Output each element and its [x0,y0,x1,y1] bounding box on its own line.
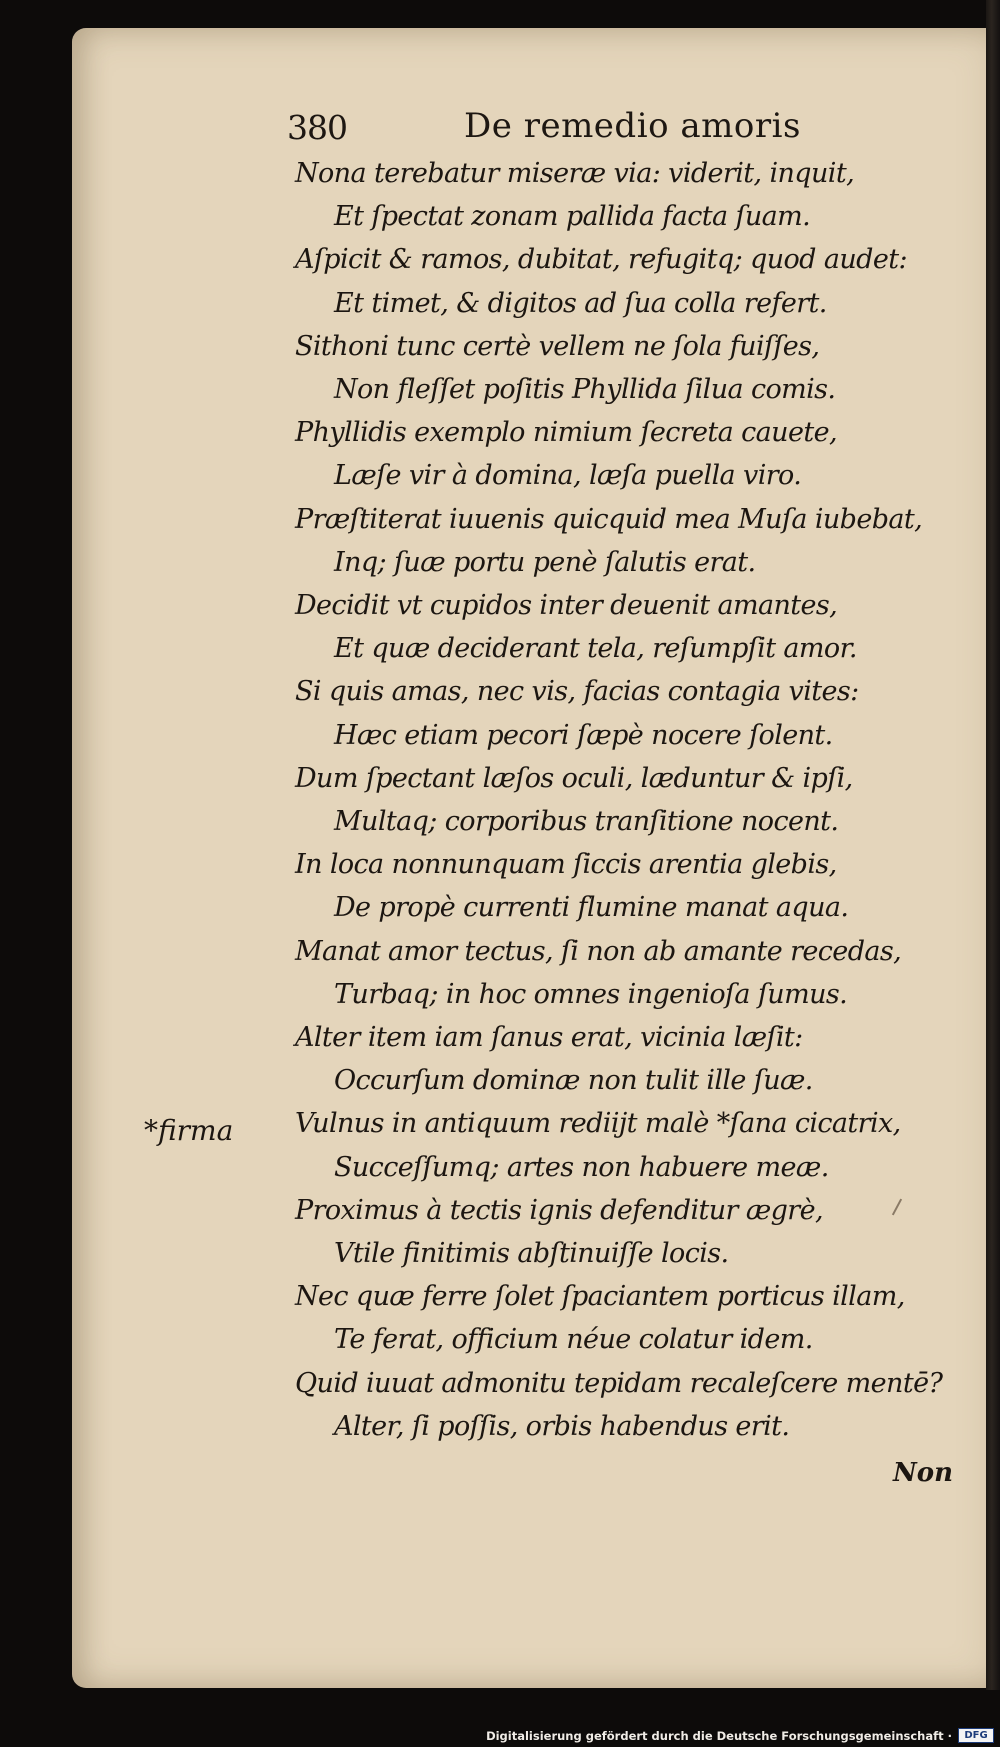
verse-line: Vulnus in antiquum rediijt malè *ſana cicatrix, [295,1108,901,1140]
verse-line: Nona terebatur miseræ via: viderit, inquit, [295,158,855,189]
verse-line: Proximus à tectis ignis defenditur ægrè, [295,1194,823,1226]
verse-line: Inq; ſuæ portu penè ſalutis erat. [334,546,756,578]
catchword: Non [893,1458,954,1488]
verse-line: Manat amor tectus, ſi non ab amante recedas, [295,935,902,967]
verse-line: Occurſum dominæ non tulit ille ſuæ. [334,1065,813,1097]
verse-line: Sithoni tunc certè vellem ne ſola fuiſſes, [295,330,820,362]
verse-line: In loca nonnunquam ſiccis arentia glebis, [295,849,837,881]
verse-line: Multaq; corporibus tranſitione nocent. [334,806,839,837]
verse-line: De propè currenti flumine manat aqua. [334,892,849,924]
verse-line: Phyllidis exemplo nimium ſecreta cauete, [295,417,837,449]
verse-line: Alter, ſi poſſis, orbis habendus erit. [334,1410,790,1442]
verse-line: Turbaq; in hoc omnes ingenioſa ſumus. [334,978,848,1010]
digitization-footer [0,1723,1000,1747]
verse-line: Hæc etiam pecori ſæpè nocere ſolent. [334,719,833,751]
verse-line: Te ferat, officium néue colatur idem. [334,1324,813,1356]
verse-line: Læſe vir à domina, læſa puella viro. [334,460,802,492]
verse-line: Quid iuuat admonitu tepidam recaleſcere mentē? [295,1367,943,1399]
verse-line: Et timet, & digitos ad ſua colla refert. [334,287,827,319]
verse-line: Alter item iam ſanus erat, vicinia læſit: [295,1022,803,1053]
verse-line: Decidit vt cupidos inter deuenit amantes, [295,590,838,621]
verse-line: Non fleſſet poſitis Phyllida ſilua comis. [334,374,836,405]
page-number: 380 [287,108,347,147]
verse-line: Vtile finitimis abſtinuiſſe locis. [334,1238,729,1269]
verse-line: Nec quæ ferre ſolet ſpaciantem porticus illam, [295,1281,905,1313]
verse-line: Et ſpectat zonam pallida facta ſuam. [334,201,811,233]
margin-note: *firma [144,1114,234,1147]
running-head: De remedio amoris [464,106,801,146]
dfg-logo-icon: DFG [958,1728,994,1743]
verse-line: Aſpicit & ramos, dubitat, refugitq; quod audet: [295,244,907,276]
verse-line: Succeſſumq; artes non habuere meæ. [334,1151,829,1183]
verse-line: Præſtiterat iuuenis quicquid mea Muſa iubebat, [295,503,923,535]
funding-credit: Digitalisierung gefördert durch die Deutsche Forschungsgemeinschaft · [486,1729,952,1743]
verse-line: Dum ſpectant læſos oculi, læduntur & ipſi, [295,762,853,794]
verse-line: Et quæ deciderant tela, reſumpſit amor. [334,633,857,665]
verse-line: Si quis amas, nec vis, facias contagia vites: [295,676,859,708]
